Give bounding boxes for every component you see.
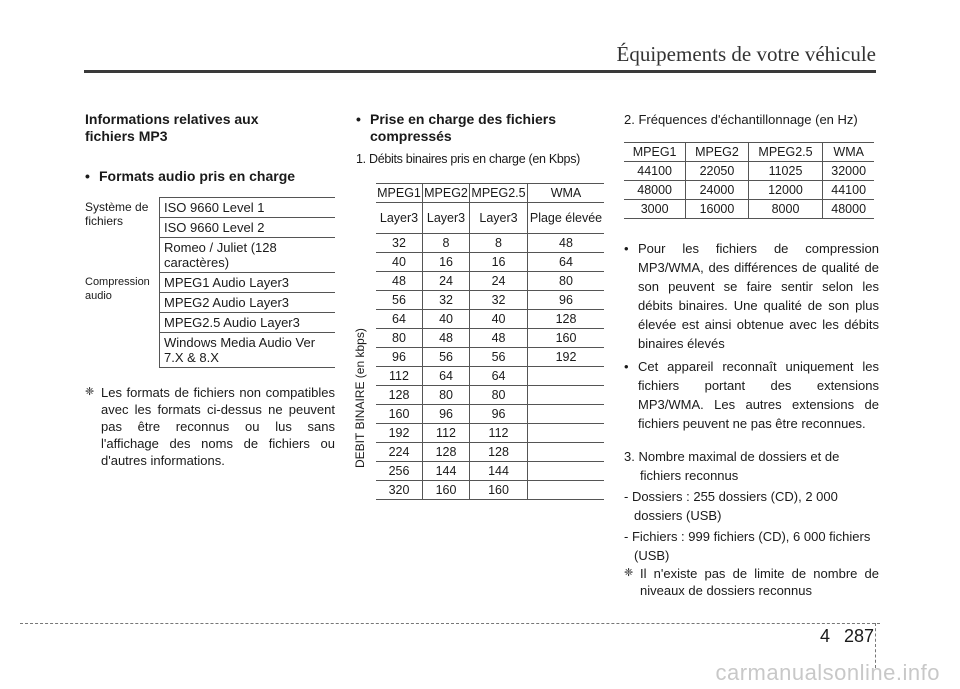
bitrate-cell: 40	[470, 310, 528, 329]
max-folders-item: 3. Nombre maximal de dossiers et de fichiers reconnus	[624, 449, 840, 483]
bitrate-cell: 32	[470, 291, 528, 310]
bitrate-cell: 144	[470, 462, 528, 481]
bitrate-row	[376, 291, 604, 310]
bitrate-row	[376, 424, 604, 443]
frequency-header-cell: WMA	[823, 143, 874, 162]
bitrate-cell: 160	[423, 481, 470, 500]
bitrate-cell: 160	[376, 405, 423, 424]
bitrate-cell: 48	[528, 234, 604, 253]
bitrate-cell: 16	[470, 253, 528, 272]
formats-value: MPEG2 Audio Layer3	[160, 293, 336, 313]
bitrate-cell	[528, 405, 604, 424]
bitrate-cell: 192	[528, 348, 604, 367]
bitrate-cell: 64	[423, 367, 470, 386]
files-line: - Fichiers : 999 fichiers (CD), 6 000 fichiers (USB)	[624, 529, 871, 563]
watermark: carmanualsonline.info	[715, 660, 940, 685]
bitrate-cell: 32	[376, 234, 423, 253]
column-3	[624, 111, 879, 599]
column-1	[85, 111, 335, 469]
page-number-value: 287	[843, 626, 874, 646]
bitrate-header-cell: MPEG2.5	[470, 184, 528, 203]
bitrate-cell	[528, 386, 604, 405]
bitrate-subheader-cell: Plage élevée	[528, 203, 604, 234]
frequency-cell: 8000	[748, 200, 823, 219]
bitrate-cell: 56	[376, 291, 423, 310]
bitrate-cell: 160	[470, 481, 528, 500]
bitrate-row	[376, 234, 604, 253]
bitrate-cell	[528, 443, 604, 462]
bitrate-cell: 224	[376, 443, 423, 462]
bitrate-subheader-cell: Layer3	[423, 203, 470, 234]
bitrate-axis-label: DEBIT BINAIRE (en kbps)	[353, 328, 367, 468]
frequency-cell: 22050	[686, 162, 748, 181]
bitrate-cell: 96	[470, 405, 528, 424]
bitrate-cell	[528, 424, 604, 443]
bitrate-cell: 8	[470, 234, 528, 253]
bitrate-cell: 192	[376, 424, 423, 443]
bitrate-header-row	[376, 184, 604, 203]
bitrate-row	[376, 443, 604, 462]
frequency-cell: 44100	[624, 162, 686, 181]
bitrate-cell: 128	[423, 443, 470, 462]
bitrate-row	[376, 405, 604, 424]
frequency-cell: 44100	[823, 181, 874, 200]
bitrate-cell: 128	[470, 443, 528, 462]
frequency-cell: 48000	[624, 181, 686, 200]
bitrate-row	[376, 253, 604, 272]
bitrate-cell: 40	[376, 253, 423, 272]
chapter-number: 4	[819, 626, 830, 646]
bitrate-cell: 80	[470, 386, 528, 405]
formats-group-label: Compression audio	[85, 275, 150, 302]
header-rule	[84, 70, 876, 73]
bitrate-subheader-cell: Layer3	[470, 203, 528, 234]
bitrate-header-cell: MPEG1	[376, 184, 423, 203]
bitrate-cell: 112	[470, 424, 528, 443]
frequency-header-cell: MPEG1	[624, 143, 686, 162]
page-number	[820, 626, 874, 647]
bitrate-cell: 56	[423, 348, 470, 367]
bitrate-cell: 16	[423, 253, 470, 272]
bitrate-cell	[528, 367, 604, 386]
formats-value: ISO 9660 Level 1	[160, 198, 336, 218]
bitrate-cell: 48	[470, 329, 528, 348]
column-2	[353, 111, 604, 500]
bitrate-table-wrap	[353, 183, 604, 500]
footer-rule	[20, 623, 880, 624]
bitrate-cell: 40	[423, 310, 470, 329]
bitrate-row	[376, 481, 604, 500]
formats-row	[85, 273, 335, 293]
formats-value: Windows Media Audio Ver 7.X & 8.X	[160, 333, 336, 368]
quality-bullet: • Pour les fichiers de compression MP3/WMA, des différences de qualité de son peuvent se faire sentir selon les débits binaires. Une qualité de son plus élevée est ainsi obtenue avec les débits binaires élevés	[624, 239, 879, 353]
frequency-row	[624, 181, 874, 200]
frequency-cell: 16000	[686, 200, 748, 219]
bitrate-cell: 48	[376, 272, 423, 291]
frequency-cell: 11025	[748, 162, 823, 181]
extensions-bullet: • Cet appareil reconnaît uniquement les fichiers portant des extensions MP3/WMA. Les autres extensions de fichiers peuvent ne pas être reconnues.	[624, 357, 879, 433]
bitrate-cell	[528, 462, 604, 481]
frequency-table	[624, 142, 874, 219]
bitrate-cell: 160	[528, 329, 604, 348]
bitrate-row	[376, 386, 604, 405]
frequency-cell: 12000	[748, 181, 823, 200]
bitrate-subheader-row	[376, 203, 604, 234]
frequency-caption: 2. Fréquences d'échantillonnage (en Hz)	[624, 112, 858, 127]
frequency-header-cell: MPEG2.5	[748, 143, 823, 162]
section-heading: Informations relatives aux fichiers MP3	[85, 111, 259, 144]
frequency-header-cell: MPEG2	[686, 143, 748, 162]
bitrate-cell: 80	[528, 272, 604, 291]
bitrate-row	[376, 310, 604, 329]
bitrate-header-cell: MPEG2	[423, 184, 470, 203]
frequency-cell: 3000	[624, 200, 686, 219]
bitrate-caption: 1. Débits binaires pris en charge (en Kbps)	[356, 152, 581, 166]
bitrate-cell: 80	[423, 386, 470, 405]
folder-levels-note: ❈ Il n'existe pas de limite de nombre de niveaux de dossiers reconnus	[624, 565, 879, 599]
formats-value: ISO 9660 Level 2	[160, 218, 336, 238]
bitrate-cell: 24	[423, 272, 470, 291]
bitrate-table	[376, 183, 604, 500]
bitrate-cell: 96	[528, 291, 604, 310]
page-header-title: Équipements de votre véhicule	[616, 42, 876, 66]
bitrate-cell: 128	[528, 310, 604, 329]
bitrate-cell: 64	[376, 310, 423, 329]
formats-table	[85, 197, 335, 368]
folders-line: - Dossiers : 255 dossiers (CD), 2 000 dossiers (USB)	[624, 489, 838, 523]
formats-value: MPEG2.5 Audio Layer3	[160, 313, 336, 333]
bitrate-row	[376, 329, 604, 348]
bitrate-row	[376, 272, 604, 291]
formats-subheading: • Formats audio pris en charge	[85, 168, 335, 185]
formats-note: ❈ Les formats de fichiers non compatibles avec les formats ci-dessus ne peuvent pas être reconnus ou lus sans l'affichage des noms de fichiers ou d'autres informations.	[85, 384, 335, 469]
frequency-cell: 24000	[686, 181, 748, 200]
formats-value: Romeo / Juliet (128 caractères)	[160, 238, 336, 273]
bitrate-cell: 48	[423, 329, 470, 348]
frequency-row	[624, 162, 874, 181]
frequency-header-row	[624, 143, 874, 162]
compressed-heading: • Prise en charge des fichiers compressés	[356, 111, 600, 145]
bitrate-row	[376, 462, 604, 481]
bitrate-header-cell: WMA	[528, 184, 604, 203]
formats-row	[85, 198, 335, 218]
bitrate-cell: 56	[470, 348, 528, 367]
frequency-cell: 32000	[823, 162, 874, 181]
bitrate-cell: 256	[376, 462, 423, 481]
frequency-row	[624, 200, 874, 219]
bitrate-cell: 96	[423, 405, 470, 424]
bitrate-cell: 144	[423, 462, 470, 481]
bitrate-cell: 32	[423, 291, 470, 310]
bitrate-cell	[528, 481, 604, 500]
formats-value: MPEG1 Audio Layer3	[160, 273, 336, 293]
bitrate-cell: 24	[470, 272, 528, 291]
bitrate-row	[376, 367, 604, 386]
bitrate-cell: 320	[376, 481, 423, 500]
bitrate-cell: 64	[528, 253, 604, 272]
bitrate-cell: 64	[470, 367, 528, 386]
bitrate-cell: 80	[376, 329, 423, 348]
bitrate-subheader-cell: Layer3	[376, 203, 423, 234]
bitrate-cell: 96	[376, 348, 423, 367]
bitrate-cell: 128	[376, 386, 423, 405]
bitrate-row	[376, 348, 604, 367]
frequency-cell: 48000	[823, 200, 874, 219]
bitrate-cell: 8	[423, 234, 470, 253]
bitrate-cell: 112	[423, 424, 470, 443]
bitrate-cell: 112	[376, 367, 423, 386]
formats-group-label: Système de fichiers	[85, 199, 149, 228]
